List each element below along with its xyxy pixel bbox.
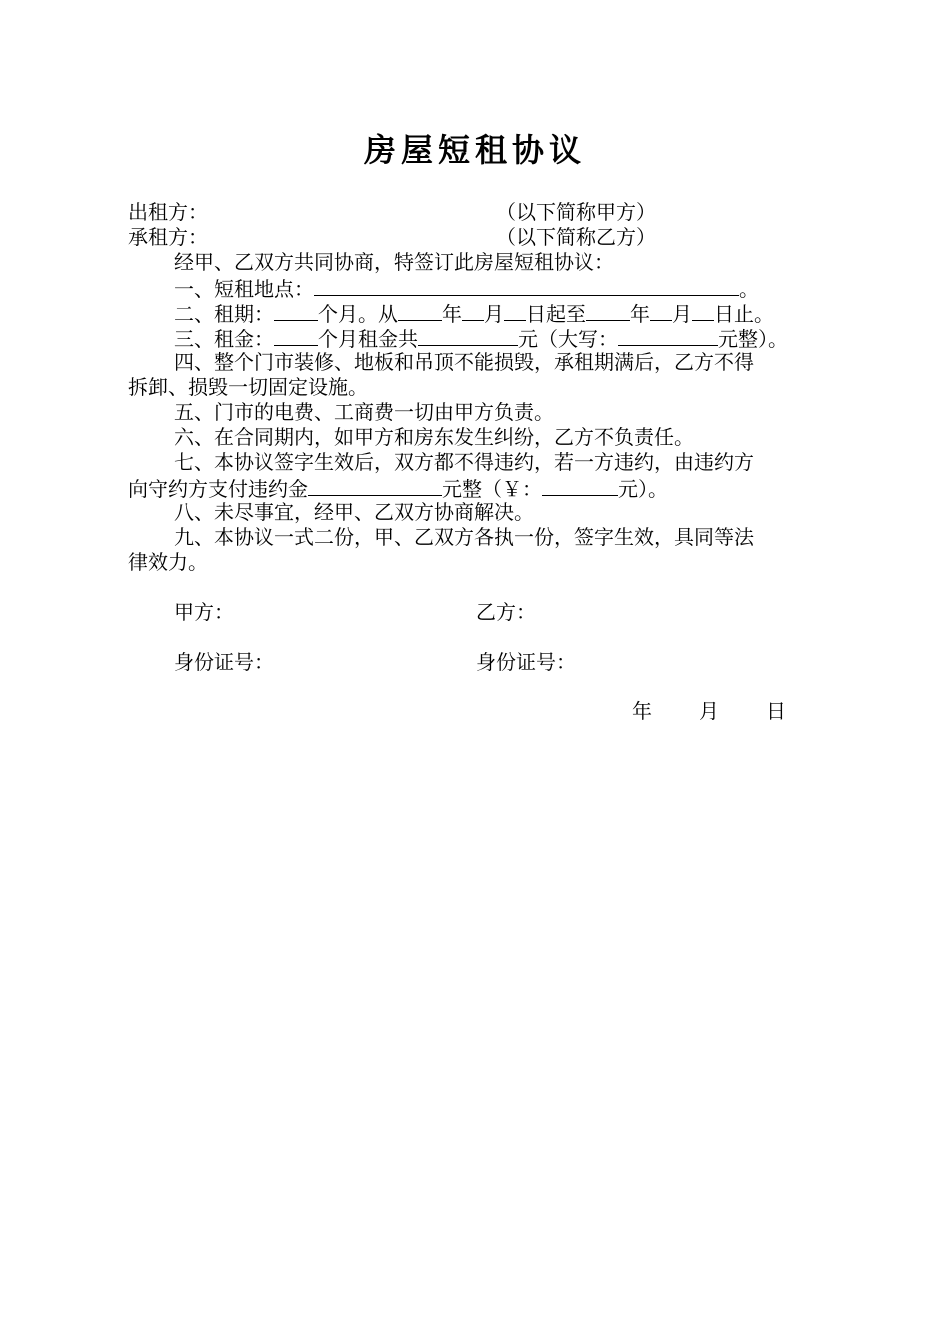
clause-8: 八、未尽事宜，经甲、乙双方协商解决。 bbox=[174, 500, 534, 524]
start-year-blank bbox=[398, 300, 442, 321]
clause-1-suffix: 。 bbox=[739, 277, 759, 301]
clause-2-day-to: 日止。 bbox=[714, 302, 774, 326]
clause-2-months-text: 个月。从 bbox=[318, 302, 398, 326]
clause-2-month-to: 月 bbox=[672, 302, 692, 326]
clause-3-yuan-text: 元（大写： bbox=[518, 327, 618, 351]
document-title: 房屋短租协议 bbox=[363, 131, 586, 169]
clause-3-end-text: 元整）。 bbox=[718, 327, 788, 351]
date-day-label: 日 bbox=[766, 699, 786, 723]
location-blank bbox=[314, 275, 739, 296]
party-b-id-label: 身份证号： bbox=[476, 650, 576, 674]
intro-paragraph: 经甲、乙双方共同协商，特签订此房屋短租协议： bbox=[174, 250, 614, 274]
rent-amount-blank bbox=[418, 325, 518, 346]
end-year-blank bbox=[586, 300, 630, 321]
clause-7-line-2 bbox=[128, 475, 668, 501]
clause-2-year-to: 年 bbox=[630, 302, 650, 326]
clause-2-day-from: 日起至 bbox=[526, 302, 586, 326]
clause-7-end-text: 元）。 bbox=[618, 477, 668, 501]
clause-9-line-2: 律效力。 bbox=[128, 550, 208, 574]
clause-2 bbox=[174, 300, 774, 326]
clause-7-line-1: 七、本协议签字生效后，双方都不得违约，若一方违约，由违约方 bbox=[174, 450, 754, 474]
clause-5: 五、门市的电费、工商费一切由甲方负责。 bbox=[174, 400, 554, 424]
clause-4-line-2: 拆卸、损毁一切固定设施。 bbox=[128, 375, 368, 399]
clause-1 bbox=[174, 275, 759, 301]
clause-3 bbox=[174, 325, 788, 351]
clause-6: 六、在合同期内，如甲方和房东发生纠纷，乙方不负责任。 bbox=[174, 425, 694, 449]
date-month-label: 月 bbox=[699, 699, 719, 723]
end-month-blank bbox=[650, 300, 672, 321]
clause-2-month-from: 月 bbox=[484, 302, 504, 326]
clause-7-mid-text: 元整（￥： bbox=[442, 477, 542, 501]
rent-months-blank bbox=[274, 325, 318, 346]
lessee-label: 承租方： bbox=[128, 225, 208, 249]
start-day-blank bbox=[504, 300, 526, 321]
months-blank bbox=[274, 300, 318, 321]
party-a-signature-label: 甲方： bbox=[174, 600, 234, 624]
lessee-note: （以下简称乙方） bbox=[496, 225, 656, 249]
penalty-rmb-blank bbox=[542, 475, 618, 496]
clause-2-prefix: 二、租期： bbox=[174, 302, 274, 326]
party-b-signature-label: 乙方： bbox=[476, 600, 536, 624]
date-year-label: 年 bbox=[632, 699, 652, 723]
clause-3-total-text: 个月租金共 bbox=[318, 327, 418, 351]
clause-9-line-1: 九、本协议一式二份，甲、乙双方各执一份，签字生效，具同等法 bbox=[174, 525, 754, 549]
rent-uppercase-blank bbox=[618, 325, 718, 346]
lessor-label: 出租方： bbox=[128, 200, 208, 224]
lessor-note: （以下简称甲方） bbox=[496, 200, 656, 224]
clause-2-year-from: 年 bbox=[442, 302, 462, 326]
clause-4-line-1: 四、整个门市装修、地板和吊顶不能损毁，承租期满后，乙方不得 bbox=[174, 350, 754, 374]
clause-3-prefix: 三、租金： bbox=[174, 327, 274, 351]
party-a-id-label: 身份证号： bbox=[174, 650, 274, 674]
penalty-amount-blank bbox=[308, 475, 442, 496]
start-month-blank bbox=[462, 300, 484, 321]
clause-7-prefix: 向守约方支付违约金 bbox=[128, 477, 308, 501]
end-day-blank bbox=[692, 300, 714, 321]
clause-1-prefix: 一、短租地点： bbox=[174, 277, 314, 301]
